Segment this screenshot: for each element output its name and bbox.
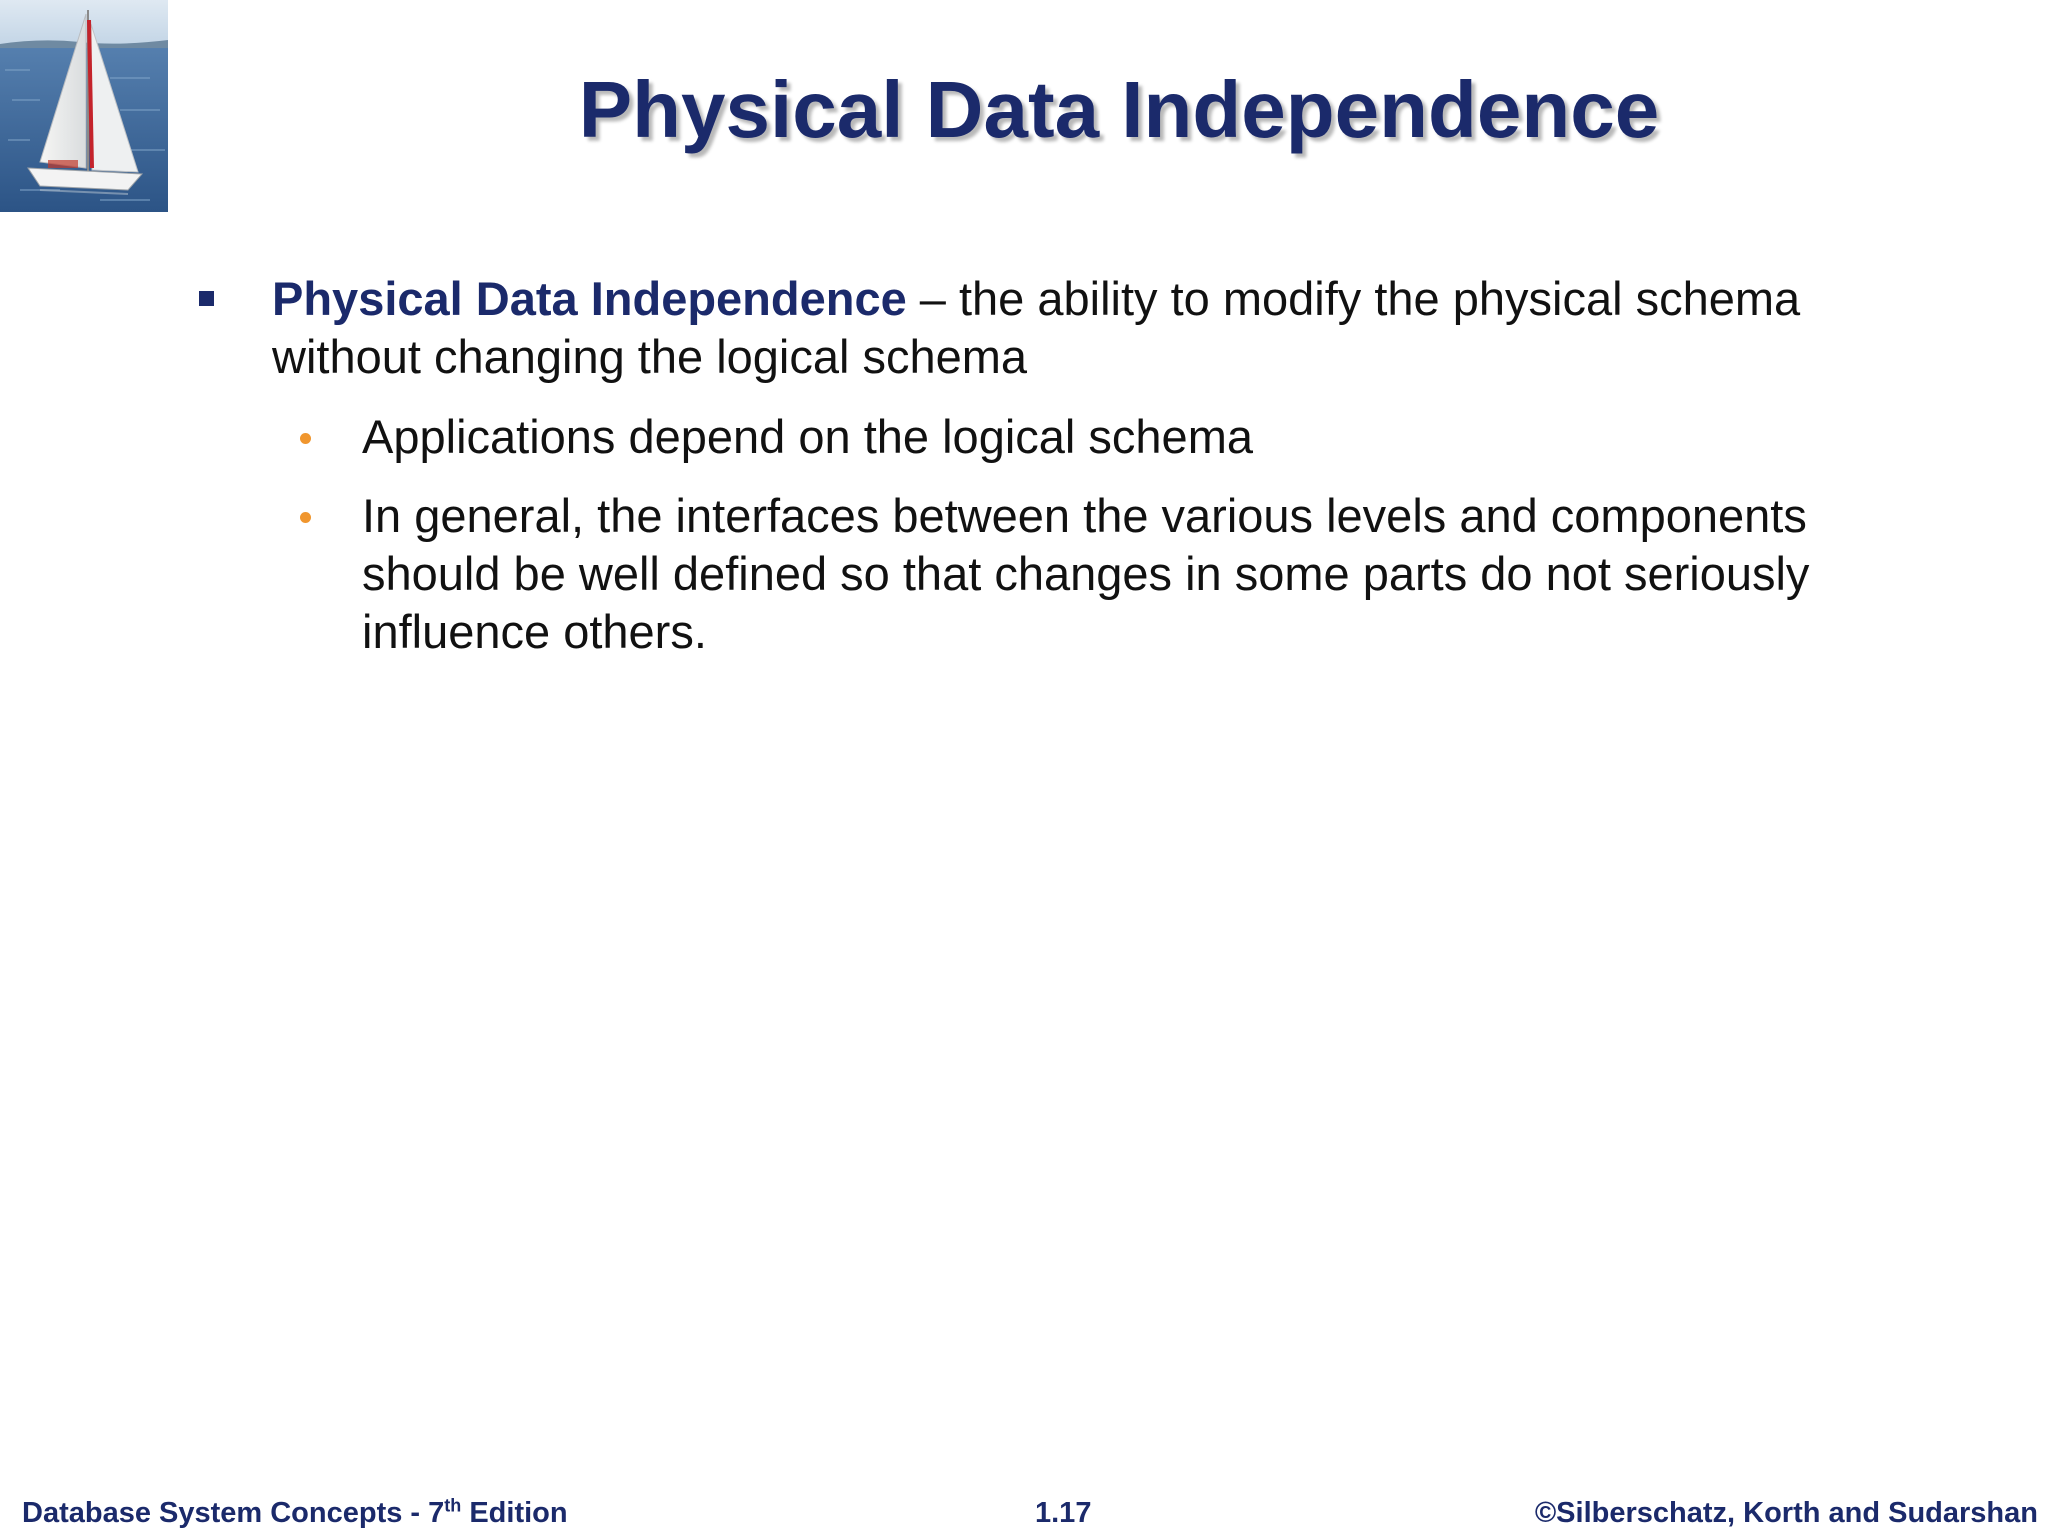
bullet-physical-data-independence [272, 270, 1852, 386]
sub-bullet-applications: Applications depend on the logical schema [362, 410, 1253, 463]
bullet-term: Physical Data Independence [272, 272, 907, 325]
dot-bullet-icon [300, 433, 311, 444]
slide-title: Physical Data Independence [578, 65, 1660, 154]
sub-bullet-interfaces: In general, the interfaces between the various levels and components should be well defined so that changes in some parts do not seriously influence others. [362, 489, 1810, 658]
footer-book-title: Database System Concepts - 7th Edition [22, 1495, 568, 1529]
square-bullet-icon [199, 291, 214, 306]
sailboat-logo [0, 0, 168, 212]
dot-bullet-icon [300, 512, 311, 523]
slide-footer [0, 1497, 2048, 1537]
footer-page-number: 1.17 [1035, 1497, 1092, 1529]
bullet-definition: – the ability to modify the physical schema without changing the logical schema [272, 272, 1801, 383]
footer-copyright: ©Silberschatz, Korth and Sudarshan [1534, 1497, 2038, 1529]
